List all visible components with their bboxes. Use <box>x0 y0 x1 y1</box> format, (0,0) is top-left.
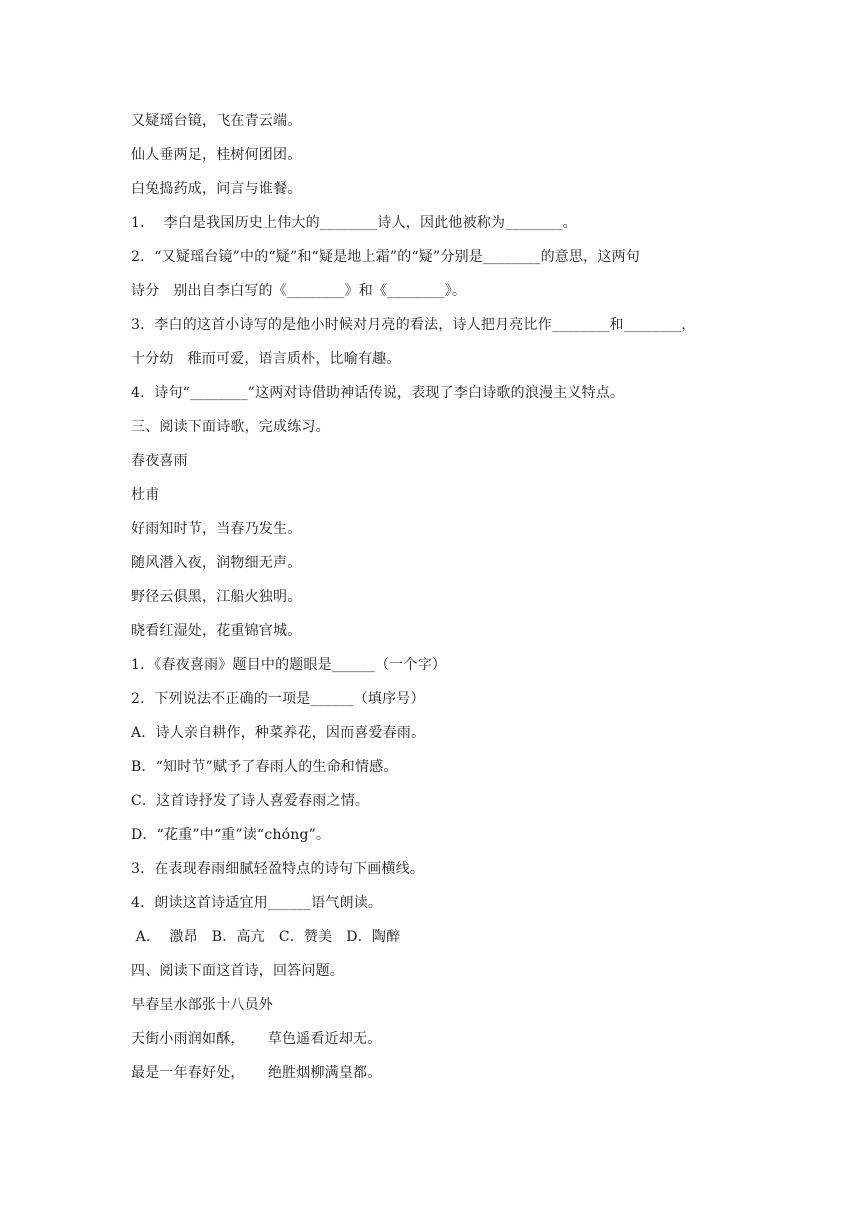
poem-title-zaochun: 早春呈水部张十八员外 <box>131 997 273 1013</box>
question-1: 1． 李白是我国历史上伟大的________诗人，因此他被称为________。 <box>131 215 578 231</box>
poem-title-chunye: 春夜喜雨 <box>131 453 188 469</box>
chunye-question-1: 1．《春夜喜雨》题目中的题眼是______（一个字） <box>131 657 447 673</box>
option-d: D．“花重”中“重”读“chóng”。 <box>131 827 331 843</box>
chunye-question-3: 3．在表现春雨细腻轻盈特点的诗句下画横线。 <box>131 861 425 877</box>
section-3-heading: 三、阅读下面诗歌，完成练习。 <box>131 419 330 435</box>
chunye-line-2: 随风潜入夜，润物细无声。 <box>131 555 302 571</box>
chunye-question-2: 2．下列说法不正确的一项是______（填序号） <box>131 691 425 707</box>
poem-line-2: 仙人垂两足，桂树何团团。 <box>131 147 302 163</box>
poem-line-3: 白兔捣药成，问言与谁餐。 <box>131 181 302 197</box>
zaochun-line-2: 最是一年春好处， 绝胜烟柳满皇都。 <box>131 1065 382 1081</box>
chunye-question-4: 4．朗读这首诗适宜用______语气朗读。 <box>131 895 383 911</box>
chunye-line-1: 好雨知时节，当春乃发生。 <box>131 521 302 537</box>
question-3-part-2: 十分幼 稚而可爱，语言质朴，比喻有趣。 <box>131 351 401 367</box>
chunye-line-3: 野径云俱黑，江船火独明。 <box>131 589 302 605</box>
poem-line-1: 又疑瑶台镜，飞在青云端。 <box>131 113 302 129</box>
question-2-part-1: 2．“又疑瑶台镜”中的“疑”和“疑是地上霜”的“疑”分别是________的意思，这两句 <box>131 249 640 265</box>
option-b: B．“知时节”赋予了春雨人的生命和情感。 <box>131 759 398 775</box>
zaochun-line-1: 天街小雨润如酥， 草色遥看近却无。 <box>131 1031 382 1047</box>
question-2-part-2: 诗分 别出自李白写的《________》和《________》。 <box>131 283 467 299</box>
question-3-part-1: 3．李白的这首小诗写的是他小时候对月亮的看法，诗人把月亮比作________和________， <box>131 317 696 333</box>
question-4-options: A． 激昂 B．高亢 C．赞美 D．陶醉 <box>131 929 401 945</box>
chunye-line-4: 晓看红湿处，花重锦官城。 <box>131 623 302 639</box>
option-a: A．诗人亲自耕作，种菜养花，因而喜爱春雨。 <box>131 725 426 741</box>
question-4: 4．诗句“________”这两对诗借助神话传说，表现了李白诗歌的浪漫主义特点。 <box>131 385 625 401</box>
document-body <box>131 104 751 1090</box>
poem-author-dufu: 杜甫 <box>131 487 160 503</box>
section-4-heading: 四、阅读下面这首诗，回答问题。 <box>131 963 344 979</box>
option-c: C．这首诗抒发了诗人喜爱春雨之情。 <box>131 793 370 809</box>
